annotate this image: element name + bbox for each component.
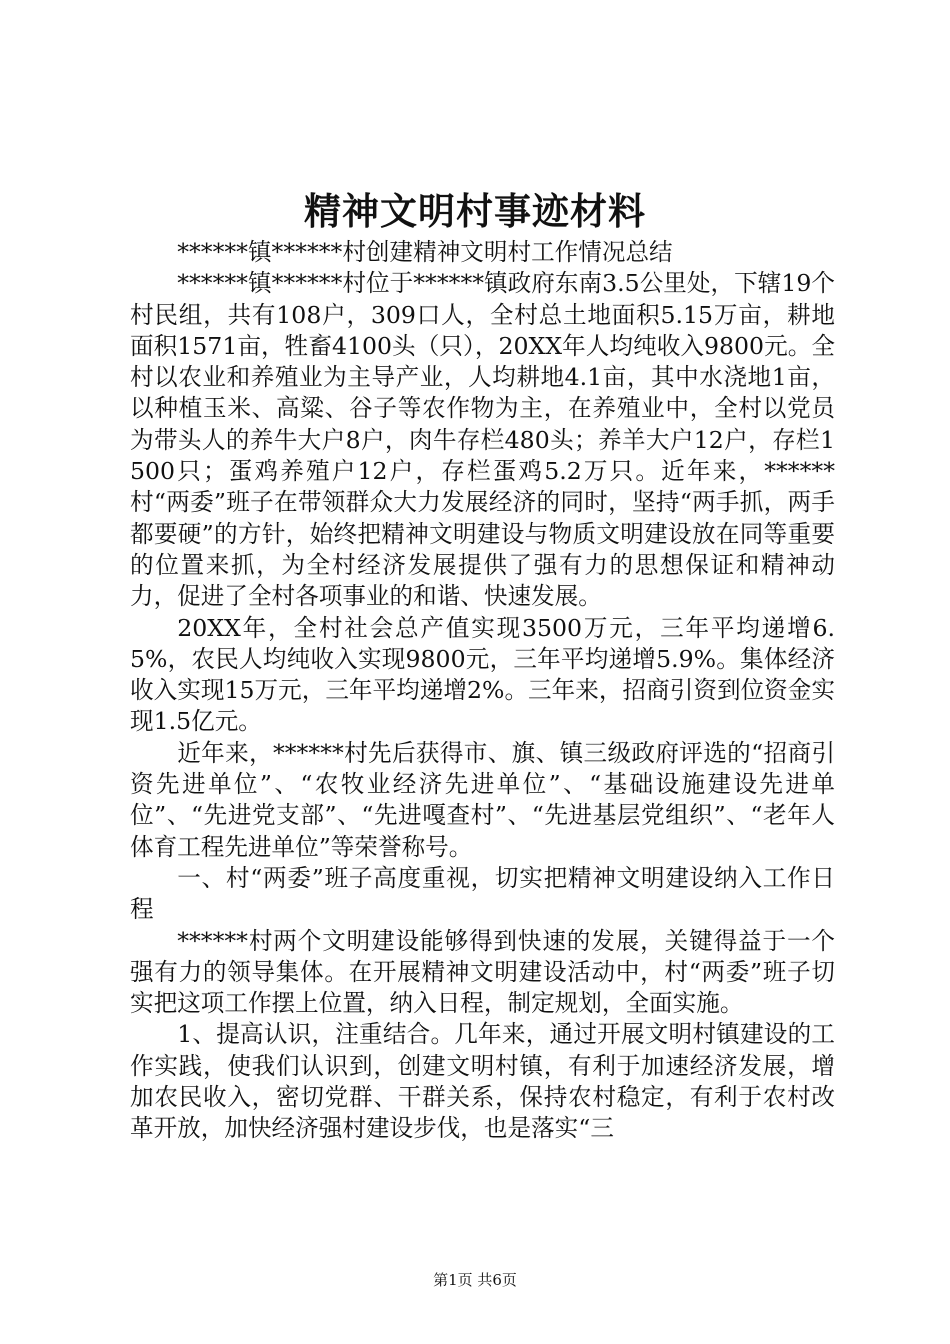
document-subtitle: ******镇******村创建精神文明村工作情况总结 (177, 238, 673, 266)
paragraph-honors: 近年来，******村先后获得市、旗、镇三级政府评选的“招商引资先进单位”、“农牧业经济先进单位”、“基础设施建设先进单位”、“先进党支部”、“先进嘎查村”、“先进基层党组织”、“老年人体育工程先进单位”等荣誉称号。 (130, 738, 835, 861)
paragraph-village-overview: ******镇******村位于******镇政府东南3.5公里处，下辖19个村民组，共有108户，309口人，全村总土地面积5.15万亩，耕地面积1571亩，牲畜4100头（只），20XX年人均纯收入9800元。全村以农业和养殖业为主导产业，人均耕地4.1亩，其中水浇地1亩，以种植玉米、高粱、谷子等农作物为主，在养殖业中，全村以党员为带头人的养牛大户8户，肉牛存栏480头；养羊大户12户，存栏1500只；蛋鸡养殖户12户，存栏蛋鸡5.2万只。近年来，******村“两委”班子在带领群众大力发展经济的同时，坚持“两手抓，两手都要硬”的方针，始终把精神文明建设与物质文明建设放在同等重要的位置来抓，为全村经济发展提供了强有力的思想保证和精神动力，促进了全村各项事业的和谐、快速发展。 (130, 269, 835, 611)
paragraph-leadership: ******村两个文明建设能够得到快速的发展，关键得益于一个强有力的领导集体。在开展精神文明建设活动中，村“两委”班子切实把这项工作摆上位置，纳入日程，制定规划，全面实施。 (130, 926, 835, 1018)
paragraph-economic-figures: 20XX年，全村社会总产值实现3500万元，三年平均递增6.5%，农民人均纯收入实现9800元，三年平均递增5.9%。集体经济收入实现15万元，三年平均递增2%。三年来，招商引资到位资金实现1.5亿元。 (130, 613, 835, 736)
section-heading-1: 一、村“两委”班子高度重视，切实把精神文明建设纳入工作日程 (130, 863, 835, 924)
page-footer: 第1页 共6页 (433, 1271, 517, 1289)
page-title: 精神文明村事迹材料 (304, 189, 646, 233)
paragraph-awareness: 1、提高认识，注重结合。几年来，通过开展文明村镇建设的工作实践，使我们认识到，创建文明村镇，有利于加速经济发展，增加农民收入，密切党群、干群关系，保持农村稳定，有利于农村改革开放，加快经济强村建设步伐，也是落实“三 (130, 1020, 835, 1143)
document-body (130, 237, 835, 1145)
